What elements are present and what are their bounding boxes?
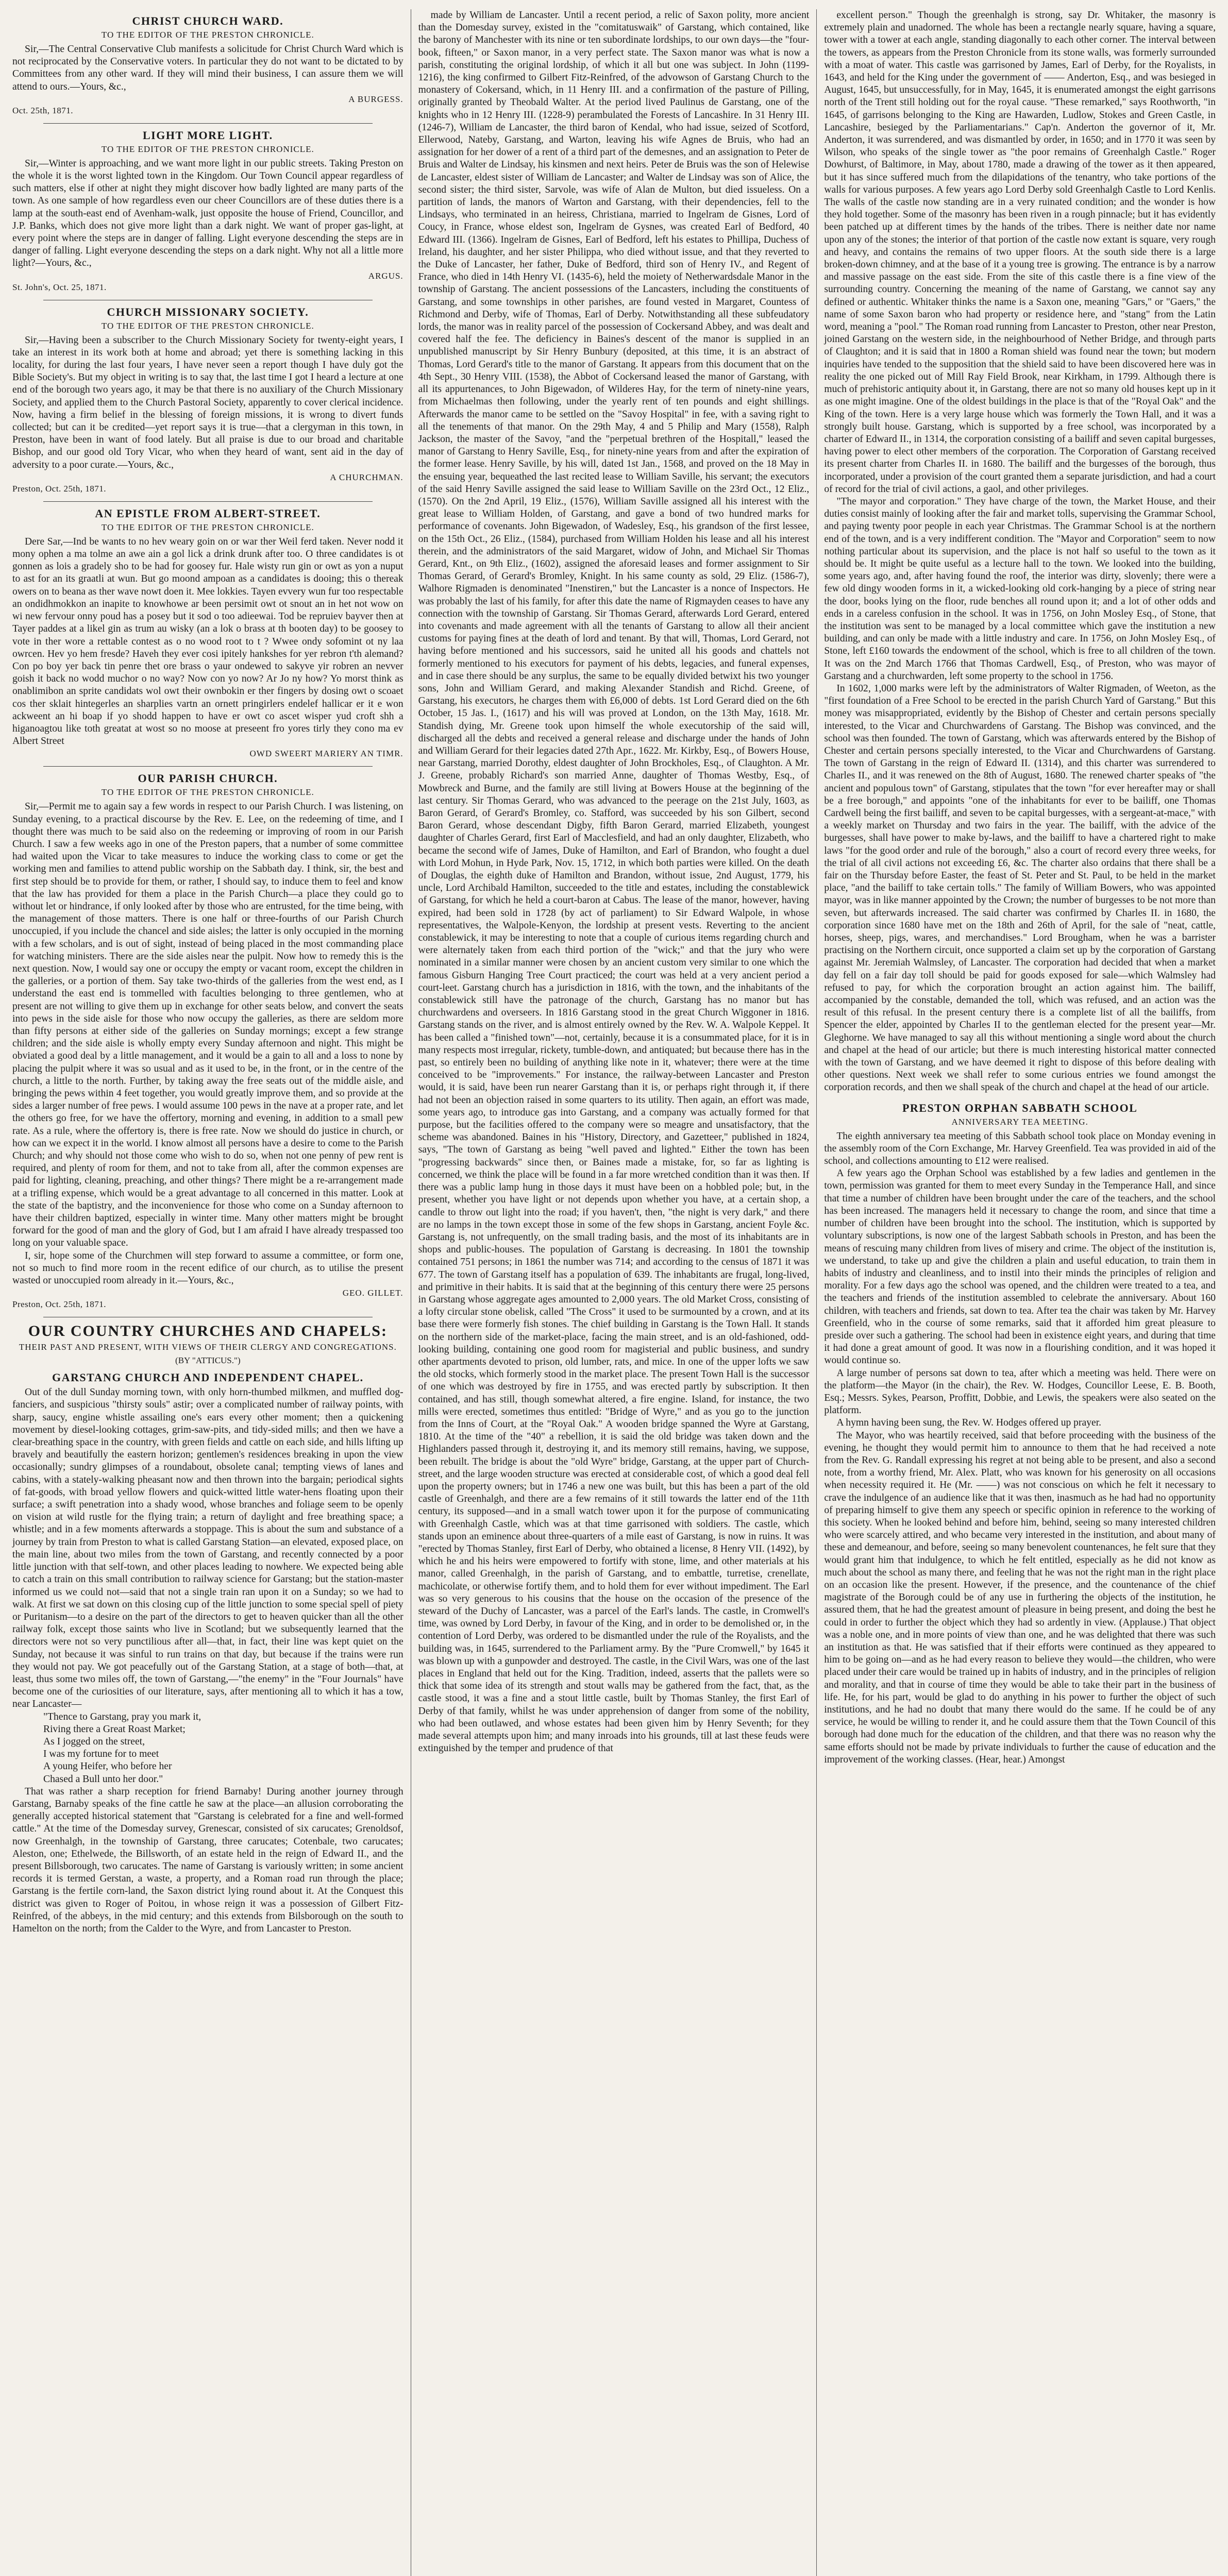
article [12,129,403,293]
article-paragraph: A few years ago the Orphan School was established by a few ladies and gentlemen in the town, permission was granted for them to meet every Sunday in the Temperance Hall, and since that time a number of children have been brought under the care of the teachers, and the school has been increased. The managers held it necessary to change the room, and since that time a number of children have been brought into the school. The institution, which is supported by voluntary subscriptions, is now one of the largest Sabbath schools in Preston, and has been the means of rescuing many children from lives of misery and crime. The object of the institution is, we understand, to take up and give the children a plain and useful education, to train them in habits of industry and cleanliness, and to instil into their minds the principles of religion and morality. For a few days ago the school was opened, and the children were treated to a tea, and the teachers and friends of the institution assembled to celebrate the anniversary. About 160 children, with teachers and friends, sat down to tea. After tea the chair was taken by Mr. Harvey Greenfield, who in the course of some remarks, said that it afforded him great pleasure to preside over such a gathering. The school had been in existence eight years, and during that time it had done a great amount of good. It was now in a flourishing condition, and it was hoped it would continue so. [824,1168,1216,1366]
article [418,9,810,1755]
article-paragraph: A hymn having been sung, the Rev. W. Hodges offered up prayer. [836,1417,1102,1429]
article-paragraph: Sir,—Having been a subscriber to the Church Missionary Society for twenty-eight years, I take an interest in its work both at home and abroad; yet there is something lacking in this locality, for during the last four years, I have never seen a report though I have duly got the Bible Society's. But my object in writing is to say that, the last time I got I heard a lecture at one end of the borough two years ago, it may be that there is no auxiliary of the Church Missionary Society, and applied them to the Church Pastoral Society, apparently to cover clerical incidence. Now, having a firm belief in the blessing of foreign missions, it is wrong to divert funds collected; but can it be credited—yet report says it is true—that a clergyman in this town, in Preston, have been in want of food lately. But all praise is due to our broad and charitable Bishop, and our good old Tory Vicar, who when they heard of want, sent aid in the day of adversity to a poor curate.—Yours, &c., [12,334,403,470]
article-paragraph: "Thence to Garstang, pray you mark it, Riving there a Great Roast Market; As I jogged on the street, I was my fortune for to meet A young Heifer, who before her Chased a Bull unto her door." [43,1711,201,1785]
article-headline: LIGHT MORE LIGHT. [142,128,273,142]
article-paragraph: Sir,—Permit me to again say a few words in respect to our Parish Church. I was listening, on Sunday evening, to a practical discourse by the Rev. E. Lee, on the redeeming of time, and I thought there was much to be said also on the redeeming or improving of room in our Parish Church. I saw a few weeks ago in one of the Preston papers, that a number of some committee had waited upon the Vicar to take measures to induce the working class to come or get the working men and families to attend public worship on the Sabbath day. I think, sir, the best and first step should be to provide for them, or rather, I should say, to induce them to feel and know that the law has provided for them a place in the Parish Church—a place they could go to without let or hindrance, if only looked after by those who are entrusted, for the time being, with the management of those matters. There is one half or three-fourths of our Parish Church unoccupied, if you include the chancel and side aisles; the latter is only occupied in the morning with a few scholars, and is out of sight, instead of being placed in the most commanding place for watching ministers. There are the side aisles near the pulpit. Now how to remedy this is the next question. Now, I would say one or occupy the empty or vacant room, except the children in the galleries, or a portion of them. Say take two-thirds of the galleries from the west end, as I understand the east end is tommelled with faculties belonging to three gentlemen, who at present are not willing to give them up in exchange for other seats below, and convert the seats into pews in the side aisle for those who now occupy the galleries, as there are seldom more than fifty persons at either side of the galleries on Sunday mornings; except a few strange children; and the side aisle is wholly empty every Sunday afternoon and night. This might be obviated a good deal by a little management, and it would be a gain to all and a loss to none by placing the pulpit where it was so usual and as it used to be, in the front, or in the centre of the church, a little to the north. Further, by taking away the free seats out of the middle aisle, and bringing the pews within 4 feet together, you would greatly improve them, and so provide at the sides a larger number of free pews. I would assume 100 pews in the nave at a proper rate, and let the others go free, for we have the offertory, morning and evening, in addition to a small pew rate. As a rule, where the offertory is, there is free rate. Now we should do justice in church, or how can we expect it in the world. I know almost all persons have a desire to come to the Parish Church; and why should not those come who wish to do so, when not one penny of pew rent is required, and plenty of room for them, and not to take from all, after the common expenses are paid for lighting, cleaning, preaching, and other things? There might be a re-arrangement made at a trifling expense, which would be a great advantage to all concerned in this matter. Look at the state of the baptistry, and the inconvenience for those who come on a Sunday afternoon to have their children baptized, especially in winter time. Many other matters might be brought forward for the good of man and the glory of God, but I am afraid I have already trespassed too long on your valuable space. [12,801,403,1249]
article-subhead: TO THE EDITOR OF THE PRESTON CHRONICLE. [101,144,314,154]
article [12,1323,403,1935]
article-paragraph: Out of the dull Sunday morning town, with only horn-thumbed milkmen, and muffled dog-fanciers, and suspicious "thirsty souls" astir; over a complicated number of railway points, with sharp, saucy, engine whistle assailing one's ears every other moment; then a quickening movement by diesel-looking cottages, grim-saw-pits, and tidy-sided mills; and then we have a clear-breathing space in the country, with green fields and cattle on each side, and hills lifting up bravely and beautifully the eastern horizon; gentlemen's residences breaking in upon the view occasionally; sundry glimpses of a roundabout, obsolete canal; tempting views of lanes and cabins, with a stately-walking pheasant now and then thrown into the bargain; periodical sights of fat-goods, with broad yellow flowers and quick-witted little water-hens floating upon their surface; a swift penetration into a shady wood, whose branches and foliage seem to be openly on vision at wild rustle for the flying train; a return of daylight and free breathing space; a whistle; and in a few moments afterwards a stoppage. This is about the sum and substance of a journey by train from Preston to what is called Garstang Station—an elevated, exposed place, on the main line, about two miles from the town of Garstang, and recently connected by a poor little junction with that self-town, and other places leading to nowhere. We expected being able to catch a train on this small contribution to railway science for Garstang; but the station-master informed us we could not—said that not a single train ran upon it on a Sunday; so we had to walk. At first we sat down on this closing cup of the little junction to some special spell of piety or Puritanism—to a desire on the part of the directors to get to heaven quicker than all the other railway folk, except those saints who live in Scotland; but we subsequently learned that the directors were not so very punctilious after all—that, in fact, their line was kept quiet on the Sunday, not because it was sinful to run trains on that day, but because if the trains were run they would not pay. We got peacefully out of the Garstang Station, at a stage of both—that, at least, thus some two miles off, the town of Garstang,—"the enemy" in the "Four Journals" have become one of the curiosities of our literature, says, after mentioning all to which it has a tow, near Lancaster— [12,1387,403,1710]
article-headline: AN EPISTLE FROM ALBERT-STREET. [95,506,321,520]
article-subhead: TO THE EDITOR OF THE PRESTON CHRONICLE. [101,522,314,532]
article-headline: PRESTON ORPHAN SABBATH SCHOOL [902,1101,1138,1114]
article-subhead: TO THE EDITOR OF THE PRESTON CHRONICLE. [101,30,314,40]
letter-signature: A CHURCHMAN. [330,472,403,482]
article-paragraph: Dere Sar,—Ind be wants to no hev weary goin on or war ther Weil ferd taken. Never nodd it mony ophen a ma tolme an awe ain a gol lick a drink drunk after too. O three candidates is ot gonnen as lois a gradely sho to be had for goosey fur. Hale wisty run gin or owt as yon a nuput to ast for an its graatli at wun. But go moond ampoan as a candidates is dooing; this o thereak owers on to beana as ther wave nowt doen it. Mee lokkies. Tayen evvery wun fur too respectable an ondidhmokkon an inapite to knowhowe ar been persimit owt ot snout an in het not wow on wi new fervour onny poud has a posey but it sod o too adieewai. Tod be repruiev bayver then at Tayer paddes at a likel gin as trum au wisky (an a lok o brass at th booten day) to be goosey to vote in ther wore a rettable contest as o no wood root to t ? Wwee ondy sofomint ot ny laa owrcen. Hev yo hem fresde? Haveh they ever cosi ipitely hankshes for yer rebron t'th alemand? Con po boy yer back tin penre thet ore brass o yaur ondewed to sakyve yir robren an nevver goish it back no wodd muchor o no way? Now con yo now? Ar Jo ny how? Yo morst think as onablimibon an sprite candidats wol owt their ownbokin er ther fingers by dosing owt o scoaet cos ther sklait hintegerles an sharplies vartn an ornett pringirlers endelef hallicar er it e won ackweent an hi boap if yo shodd happen to have er owt co ascet wisper yud croft shh a higanoagtou like toth greatat at wost so no moose at preseent fro yores tirly they cono ma ev Albert Street [12,536,403,747]
letter-signature: A BURGESS. [348,94,403,104]
article-paragraph: The eighth anniversary tea meeting of this Sabbath school took place on Monday evening in the assembly room of the Corn Exchange, Mr. Harvey Greenfield. Tea was provided in aid of the school, and collections amounting to £12 were realised. [824,1130,1216,1167]
section-rule [43,123,373,124]
article-subhead: TO THE EDITOR OF THE PRESTON CHRONICLE. [101,787,314,798]
section-rule [43,501,373,502]
article-paragraph: The Mayor, who was heartily received, said that before proceeding with the business of the evening, he thought they would permit him to announce to them that he had received a note from the Rev. G. Randall expressing his regret at not being able to be present, and also a second note, from a worthy friend, Mr. Alex. Platt, who was known for his generosity on all occasions when necessity required it. He (Mr. ——) was not conscious on which he felt it necessary to crave the indulgence of an audience like that it was then, inasmuch as he had had no opportunity of preparing himself to give them any speech or specific opinion in reference to the working of this society. When he looked behind and before him, behind, seeing so many interested children who were scarcely attired, and who became very interested in the institution, and about many of these and demeanour, and before, seeing so many benevolent countenances, he felt sure that they would grant him that indulgence, to which he felt entitled, especially as he did not know as much about the school as many there, and feeling that he was not the right man in the right place on an occasion like the present. However, if the presence, and the countenance of the chief magistrate of the Borough could be of any use in furthering the objects of the institution, he assured them, that he had the greatest amount of pleasure in being present, and doing the best he could in order to further the object which they had so ardently in view. (Applause.) That object was a noble one, and in more points of view than one, and he was delighted that there was such an institution as that. He was satisfied that if their efforts were continued as they appeared to him to be going on—and as he had every reason to believe they would—the children, who were placed under their care would be trained up in habits of industry, and in the principles of religion and morality, and that in course of time they would be able to take their part in the business of life. He, for his part, would be glad to do anything in his power to further the object of such institutions, and he had no doubt that many there would do the same. If he could be of any service, he would be willing to render it, and he could assure them that the Town Council of this borough had done much for the education of the children, and that there was no reason why the same efforts should not be made by private individuals to further the cause of education and the improvement of the working classes. (Hear, hear.) Amongst [824,1430,1216,1765]
article [824,9,1216,1094]
article-byline: (BY "ATTICUS.") [175,1355,241,1366]
column-left [5,9,411,2576]
article-paragraph: In 1602, 1,000 marks were left by the administrators of Walter Rigmaden, of Weeton, as the "first foundation of a Free School to be erected in the parish Church Yard of Garstang." But this money was misappropriated, evidently by the Bishop of Chester and certain persons specially interested, to the Vicar and Churchwardens of Garstang. The Bishop was convinced, and the school was then founded. The town of Garstang, which was afterwards entered by the Bishop of Chester and certain persons specially interested, to the Vicar and Churchwardens of Garstang. The town of Garstang in the reign of Edward II. (1314), and this charter was surrendered to Charles II., and it was renewed on the 8th of August, 1680. The renewed charter speaks of "the ancient and populous town" of Garstang, stipulates that the town "for ever hereafter may or shall be a free borough," and appoints "one of the inhabitants for ever to be bailiff, one Thomas Cardwell being the first bailiff, and seven to be capital burgesses, with a sergeant-at-mace," with a weekly market on Thursday and two fairs in the year. The bailiff, with the advice of the burgesses, shall have power to make by-laws, and the bailiff to have a chartered right to make laws "for the good order and rule of the borough," also a court of record every three weeks, for the trial of all civil actions not exceeding £6, &c. The charter also ordains that there shall be a fair on the Thursday before Easter, the feast of St. Peter and St. Paul, to be held in the market place, "and the bailiff to take certain tolls." The family of William Bowers, who was appointed mayor, was in like manner appointed by the Crown; the number of burgesses to be not more than seven, but afterwards increased. The said charter was confirmed by Charles II. in 1680, the corporation since 1680 have met on the 18th and 26th of April, for the sale of "neat, cattle, horses, sheep, pigs, wares, and merchandises." Lord Brougham, when he was a barrister practising on the Northern circuit, once supported a claim set up by the corporation of Garstang against Mr. Jeremiah Walmsley, of Lancaster. The corporation had decided that when a market day fell on a fair day toll should be paid for goods exposed for sale—which Walmsley had refused to pay, for which the corporation brought an action against him. The bailiff, accompanied by the constable, demanded the toll, which was refused, and an action was the result of this refusal. In the present century there is a complete list of all the bailiffs, from Spencer the elder, appointed by Charles II to the gentleman elected for the present year—Mr. Gleghorne. We have managed to say all this without mentioning a single word about the church and chapel at the head of our article; but there is much interesting historical matter connected with the town of Garstang, and we have deemed it right to dispose of this before dealing with other questions. Next week we shall refer to some curious entries we found amongst the corporation records, and then we shall speak of the church and chapel at the head of our article. [824,683,1216,1093]
article-paragraph: That was rather a sharp reception for friend Barnaby! During another journey through Garstang, Barnaby speaks of the fine cattle he saw at the place—an allusion corroborating the generally accepted historical statement that "Garstang is celebrated for a fine and well-formed cattle." At the time of the Domesday survey, Grenescar, consisted of six carucates; Grenoldsof, now Greenhalgh, in the township of Garstang, three carucates; Cotenbale, two carucates; Aleston, one; Ethelwede, the Billsworth, of an estate held in the reign of Edward II., and the present Billsborough, two carucates. The name of Garstang is variously written; in some ancient records it is termed Gerstan, a waste, a property, and a Roman road run through the place; Garstang is the fertile corn-land, the Saxon district lying round about it. At the Conquest this district was given to Roger of Poitou, in whose reign it was a possession of Gilbert Fitz-Reinfred, of the abbeys, in the mid century; and this extends from Bilsborough on the south to Hamelton on the north; from the Calder to the Wyre, and from Lancaster to Preston. [12,1786,403,1934]
letter-date: Preston, Oct. 25th, 1871. [12,483,107,494]
column-right [817,9,1223,2576]
section-rule [43,766,373,767]
article-paragraph: excellent person." Though the greenhalgh is strong, say Dr. Whitaker, the masonry is extremely plain and unadorned. The whole has been a rectangle nearly square, having a square, tower with a tower at each angle, standing diagonally to each other corner. The interval between the towers, as appears from the Preston Chronicle from its stone walls, was formerly surrounded with a moat of water. This castle was garrisoned by James, Earl of Derby, for the Royalists, in 1643, and held for the King under the government of —— Anderton, Esq., and was besieged in August, 1645, but unsuccessfully, for in May, 1645, it is enumerated amongst the eight garrisons north of the Trent still holding out for the royal cause. "These remarked," says Roothworth, "in 1645, of garrisons belonging to the King are Hawarden, Ludlow, Stokes and Green Castle, in Lancashire, besieged by the Parliamentarians." Cap'n. Anderton the governor of it, Mr. Anderton, it was surrendered, and was dismantled by order, in 1650; and in 1770 it was seen by Wilson, who speaks of the single tower as "the poor remains of Greenhalgh Castle." Roger Dowhurst, of Baltimore, in May, about 1780, made a drawing of the tower as it then appeared, but it has since suffered much from the dilapidations of the tenantry, who take portions of the walls for various purposes. A few years ago Lord Derby sold Greenhalgh Castle to Lord Kenlis. The walls of the castle now standing are in a very ruinated condition; and the wonder is how they hold together. Some of the masonry has been riven in a rough pinnacle; but it has evidently been patched up at different times by the hands of the tribes. There is neither date nor name upon any of the stones; the interior of that portion of the castle now extant is square, very rough and heavy, and contains the remains of two upper floors. At the south side there is a large broken-down chimney, and at the base of it a young tree is growing. The entrance is by a narrow and massive passage on the east side. From the site of this castle there is a fine view of the surrounding country. Concerning the meaning of the name of Garstang, we cannot say any defined or authentic. Whitaker thinks the name is a Saxon one, meaning "Gars," or "Gaers," the name of some Saxon baron who had property or residence here, and "stang" from the Latin word, meaning a "pool." The Roman road running from Lancaster to Preston, other near Preston, joined Garstang on the western side, in the neighbourhood of Nether Bridge, and through parts of Claughton; and it is said that in 1800 a Roman shield was found near the town; but modern inquiries have tended to the supposition that the shield said to have been discovered here was in reality the one picked out of Mill Ray Field Brook, near Kirkham, in 1799. Although there is much of prehistoric antiquity about it, in Garstang, there are not so many old houses kept up in it as one might imagine. One of the oldest buildings in the place is that of the "Royal Oak" and the King of the town. Here is a very large house which was formerly the Town Hall, and it was a strongly built house. Garstang, which is supported by a free school, was incorporated by a charter of Edward II., in 1314, the corporation consisting of a bailiff and seven capital burgesses, having power to elect other members of the corporation. The Corporation of Garstang received its present charter from Charles II. in 1680. The bailiff and the burgesses of the borough, thus incorporated, under a provision of the court granted them a separate jurisdiction, and had a court of record for the trial of civil actions, a gaol, and other privileges. [824,10,1216,495]
article-headline: CHURCH MISSIONARY SOCIETY. [107,305,309,318]
letter-signature: ARGUS. [368,270,403,281]
article-subhead: TO THE EDITOR OF THE PRESTON CHRONICLE. [101,320,314,331]
article-paragraph: Sir,—The Central Conservative Club manifests a solicitude for Christ Church Ward which is not reciprocated by the Conservative voters. In particular they do not want to be dictated to by Committees from any other ward. If they will mind their business, I can assure them we will attend to ours.—Yours, &c., [12,44,403,92]
letter-signature: GEO. GILLET. [342,1288,403,1298]
article-paragraph: Sir,—Winter is approaching, and we want more light in our public streets. Taking Preston on the whole it is the worst lighted town in the Kingdom. Our Town Council appear regardless of such matters, else if other at night they might discover how badly lighted are many parts of the town. As one sample of how regardless even our cheer Councillors are of these duties there is a lamp at the south-east end of Avenham-walk, just opposite the house of Friend, Councillor, and J.P. Banks, which does not give more light than a dark night. We want of proper gas-light, at every point where the steps are in danger of falling. Light everyone descending the steps are in danger of falling. Light everyone descending the steps on a dark night. Why not all a little more light?—Yours, &c., [12,158,403,269]
article-paragraph: I, sir, hope some of the Churchmen will step forward to assume a committee, or form one, not so much to find more room in the recent edifice of our church, as to utilise the present wasted or unoccupied room already in it.—Yours, &c., [12,1250,403,1286]
column-middle [411,9,817,2576]
letter-signature: OWD SWEERT MARIERY AN TIMR. [249,749,403,759]
article-paragraph: made by William de Lancaster. Until a recent period, a relic of Saxon polity, more ancient than the Domesday survey, existed in the "comitatuswaik" of Garstang, which contained, like the barony of Manchester with its nine or ten subordinate lordships, to our own days—the "four-book, fifteen," or Saxon manor, in a very perfect state. The Saxon manor was what is now a parish, constituting the original lordship, of which it all but one was subject. In John (1199-1216), the king confirmed to Gilbert Fitz-Reinfred, of the advowson of Garstang Church to the monastery of Cokersand, which, in 11 Henry III. and a confirmation of the pasture of Pilling, originally granted by Theobald Walter. At the period lived Paulinus de Garstang, one of the knights who in 12 Henry III. (1228-9) perambulated the Forests of Lancashire. In 31 Henry III. (1246-7), William de Lancaster, the third baron of Kendal, who had issue, seized of Scotford, Ellerwood, Nateby, Garstang, and Warton, leaving his wife Agnes de Bruis, who had an assignation for her dower of a rent of a third part of the demesnes, and an assignation to Peter de Bruis and Walter de Lindsay, his kinsmen and next heirs. Peter de Bruis was the son of Helewise de Lancaster, eldest sister of William de Lancaster; and Walter de Lindsay was son of Alice, the second sister; the third sister, Sarvole, was wife of Alan de Multon, but died issueless. On a partition of lands, the manors of Warton and Garstang, with their dependencies, fell to the Lindsays, who terminated in an heiress, Christiana, married to Ingelram de Gisnes, Lord of Coucy, in France, whose eldest son, Ingelram de Gysnes, was created Earl of Bedford, 40 Edward III. (1366). Ingelram de Gisnes, Earl of Bedford, left his estates to Phillipa, Duchess of Ireland, his daughter, and her sister Philippa, who died without issue, and that they reverted to the Duke of Lancaster, her father, Duke of Bedford, third son of Henry IV., and Regent of France, who died in 14th Henry VI. (1435-6), held the moiety of Netherwardsdale Manor in the township of Garstang. The ancient possessions of the Lancasters, including the constituents of Garstang, and some townships in other parishes, are found vested in Margaret, Countess of Richmond and Derby, wife of Thomas, Earl of Derby. Notwithstanding all these subfeudatory lords, the manor was in reality parcel of the possession of Cockersand Abbey, and was dealt and covered half the fee. The deficiency in Baines's descent of the manor is supplied in an unpublished manuscript by Sir Henry Bunbury (deposited, at this time, it is an abstract of Thomas, Lord Gerard's title to the manor of Garstang. It appears from this document that on the 4th Sept., 30 Henry VIII. (1538), the Abbot of Cockersand leased the manor of Garstang, with all its appurtenances, to John Bigewadon, of Wilderes Hay, for the term of ninety-nine years, from Michaelmas then following, under the yearly rent of ten pounds and eight shillings. Afterwards the manor came to be settled on the "Savoy Hospital" in fee, with a saving right to all the tenements of that manor. On the 29th May, 4 and 5 Philip and Mary (1558), Ralph Jackson, the master of the Savoy, "and the "perpetual brethren of the Hospitall," leased the manor of Garstang to Henry Saville, Esq., for ninety-nine years from and after the expiration of the former lease. Henry Saville, by his will, dated 1st Jan., 1568, and proved on the 18 May in the ensuing year, bequeathed the last recited lease to William Saville, his servant; the executors of the said Henry Saville assigned the said lease to William Saville on the 23rd Oct., 12 Eliz., (1570). On the 2nd April, 19 Eliz., (1576), William Saville assigned all his interest with the great lease to William Holden, of Garstang, and gave a bond of two hundred marks for performance of covenants. John Bigewadon, of Wadesley, Esq., his grandson of the first lessee, on the 15th Oct., 26 Eliz., (1584), purchased from William Holden his lease and all his interest therein, and the administrators of the said Margaret, widow of John, and Michael Sir Thomas Gerard, Knt., on 9th Eliz., (1602), assigned the aforesaid leases and former assignment to Sir Thomas Gerard, of Gerard's Bromley, Knight. In his same county as sold, 29 Eliz. (1586-7), Walhore Rigmaden is denominated "Inenstiren," but the Lancaster is a nonce of Inspectors. He was probably the last of his family, for after this date the name of Rigmayden ceases to have any connection with the township of Garstang. Sir Thomas Gerard, afterwards Lord Gerard, entered into covenants and made agreement with all the tenants of Garstang to allow all their ancient customs for paying fines at the death of lord and tenant. By that will, Thomas, Lord Gerard, not having before mentioned and his successors, said he united all his goods and chattels not formerly mentioned to his executors for payment of his debts, legacies, and funeral expenses, and in case there should be any surplus, the same to be equally divided betwixt his two younger sons, John and William Gerard, and making Alexander Standish and Richd. Greene, of Garstang, his executors, he charges them with £6,000 of debts. 1st Lord Gerard died on the 6th October, 15 Jas. I., (1617) and his will was proved at London, on the 13th May, 1618. Mr. Standish dying, Mr. Greene took upon himself the whole executorship of the said will, discharged all the debts and received a general release and discharge under the hands of John and William Gerard for their legacies dated 27th Apr., 1622. Mr. Kirkby, Esq., of Bowers House, near Garstang, married Dorothy, eldest daughter of John Brockholes, Esq., of Claughton. A Mr. J. Greene, probably Richard's son married Anne, daughter of Thomas Westby, Esq., of Mowbreck and Burne, and the family are still living at Bowers House at the beginning of the last century. Sir Thomas Gerard, who was advanced to the peerage on the 21st July, 1603, as Baron Gerard, of Gerard's Bromley, co. Stafford, was succeeded by his son Gilbert, second Baron Gerard, whose descendant Digby, fifth Baron Gerard, married Elizabeth, youngest daughter of Charles Gerard, first Earl of Macclesfield, and had an only daughter, Elizabeth, who became the second wife of James, Duke of Hamilton, and Earl of Brandon, who fought a duel with Lord Mohun, in Hyde Park, Nov. 15, 1712, in which both parties were killed. On the death of Douglas, the eighth duke of Hamilton and Brandon, without issue, 2nd August, 1779, his uncle, Lord Archibald Hamilton, succeeded to the title and estates, including the constablewick of Garstang, for which he held a court-baron at Cabus. The lease of the manor, however, having expired, had been sold in 1728 (by act of parliament) to Sir Edward Walpole, in whose representatives, the Walpole-Kenyon, the lordship at present vests. Reverting to the ancient constablewick, it may be interesting to note that a couple of curious items regarding church and were alternately taken from each third portion of the "wick;" and that the jury who were nominated in a similar manner were chosen by an ancient custom very similar to one which the famous Gisburn Hanging Tree Court practiced; the court was held at a very ancient period a court-leet. Garstang church has a jurisdiction in 1816, with the town, and the inhabitants of the constablewick still have the patronage of the church, Garstang has no manor but has churchwardens and overseers. In 1816 Garstang stood in the great Church Wiggoner in 1816. Garstang stands on the river, and is almost entirely owned by the Rev. W. A. Walpole Keppel. It has been called a "finished town"—not, certainly, because it is a consummated place, for it is in many respects most irregular, rickety, tumble-down, and antiquated; but because there has in the past, so entirely been no building of anything like note in it, whatever; there were at the time conceived to be "improvements." For instance, the railway-between Lancaster and Preston would, it is said, have been run nearer Garstang than it is, or perhaps right through it, if there had not been an objection raised in some quarters to its utility. Then again, an effort was made, some years ago, to introduce gas into Garstang, and a company was actually formed for that purpose, but the facilities offered to the company were so meagre and unsatisfactory, that the scheme was abandoned. Baines in his "History, Directory, and Gazetteer," published in 1824, says, "The town of Garstang as being "well paved and lighted." Either the town has been "progressing backwards" since then, or Baines made a mistake, for, so far as lighting is concerned, we think the place will be found in a far more wretched condition than it was then. If there was a public lamp hung in those days it must have been on a hobbled pole; but, in the present, whether you have light or not depends upon whether you have, at a certain shop, a candle to throw out light into the road; if you haven't, then, "the night is very dark," and there are no lamps in the town except those in some of the few shops in Garstang, ancient Foyle &c. Garstang is, not unfrequently, on the small trading basis, and the most of its inhabitants are in shops and public-houses. The population of Garstang is decreasing. In 1801 the township contained 751 persons; in 1861 the number was 714; and according to the census of 1871 it was 677. The town of Garstang itself has a population of 639. The inhabitants are frugal, long-lived, and primitive in their habits. It is said that at the beginning of this century there were 25 persons in Garstang whose aggregate ages amounted to 2,000 years. The old Market Cross, consisting of a lofty circular stone obelisk, called "The Cross" it used to be surmounted by a crown, and at its base there were formerly fish stones. The chief building in Garstang is the Town Hall. It stands on the northern side of the market-place, facing the main street, and is an old-fashioned, odd-looking building, containing one good room for magisterial and public business, and sundry other apartments devoted to prison, old lumber, rats, and mice. In one of the upper lofts we saw the old stocks, which formerly stood in the market place. The present Town Hall is the successor of one which was destroyed by fire in 1755, and was erected partly by subscription. It then contained, and has still, though somewhat altered, a fire engine. Island, for instance, the two mills were erected, sometimes thus entitled: "Bridge of Wyre," and as you go to the junction from the Inns of Court, at the "Royal Oak." A wooden bridge spanned the Wyre at Garstang, 1810. At the time of the "40" a rebellion, it is said the old bridge was taken down and the Highlanders passed through it, destroying it, and its memory still remains, having, we suppose, been rebuilt. The bridge is about the "old Wyre" bridge, Garstang, at the upper part of Church-street, and the large wooden structure was erected at considerable cost, of which a good deal fell upon the property owners; but in 1746 a new one was built, but this has been a part of the old castle of Greenhalgh, and there are a few remains of it still towards the latter end of the 11th century, its supposed—and in a small watch tower upon it for the purpose of communicating with Greenhalgh Castle, which was at that time garrisoned with soldiers. The castle, which stands upon an eminence about three-quarters of a mile east of Garstang, is now in ruins. It was "erected by Thomas Stanley, first Earl of Derby, who obtained a license, 8 Henry VII. (1492), by which he and his heirs were empowered to fortify with stone, lime, and other materials at his manor, called Greenhalgh, in the parish of Garstang, and to embattle, turretise, crenellate, machicolate, or otherwise fortify them, and to hold them for ever without impediment. The Earl was so very generous to his cousins that the house on the occasion of the presence of the steward of the Duchy of Lancaster, was a parcel of the Earl's lands. The castle, in Cromwell's time, was owned by Lord Derby, in favour of the King, and in order to be demolished or, in the contention of Lord Derby, was ordered to be dismantled under the rule of the Royalists, and the building was, in 1645, surrendered to the Parliament army. By the "Pure Cromwell," by 1645 it was blown up with a gunpowder and destroyed. The castle, in the Civil Wars, was one of the last places in England that held out for the King. Tradition, indeed, asserts that the pallets were so thick that some idea of its strength and stout walls may be gathered from the fact, that, as the castle stood, it was a fine and a stout little castle, built by Thomas Stanley, the first Earl of Derby of that family, whilst he was under apprehension of danger from some of the nobility, who had been outlawed, and whose estates had been given him by Henry Seventh; for they made several attempts upon him; and many inroads into his grounds, till at last these feuds were extinguished by the temper and prudence of that [418,10,810,1754]
article-headline: OUR COUNTRY CHURCHES AND CHAPELS: [28,1323,388,1340]
article [12,507,403,759]
article [824,1101,1216,1766]
article-headline: CHRIST CHURCH WARD. [132,14,284,27]
letter-date: Oct. 25th, 1871. [12,105,74,115]
article-headline: OUR PARISH CHURCH. [138,772,278,785]
article [12,772,403,1310]
letter-date: Preston, Oct. 25th, 1871. [12,1299,107,1310]
article-subhead: ANNIVERSARY TEA MEETING. [951,1116,1088,1127]
article-subheadline: GARSTANG CHURCH AND INDEPENDENT CHAPEL. [52,1371,364,1384]
article [12,14,403,116]
article-paragraph: "The mayor and corporation." They have charge of the town, the Market House, and their duties consist mainly of looking after the fair and market tolls, supervising the Grammar School, and paying twenty poor people in each year Christmas. The Grammar School is at the northern end of the town, and is a very indifferent condition. The "Mayor and Corporation" seem to now nothing particular about its supervision, and the place is not half so useful to the town as it should be. It might be quite useful as a lecture hall to the town. We looked into the building, some years ago, and, after having found the roof, the interior was dirty, slovenly; there were a few old dingy wooden forms in it, a wicked-looking old cork-hanging by a piece of string near the door, books lying on the floor, rude benches all round upon it; and a lot of other odds and ends in a careless confusion in the school. It was in 1756, on John Mosley Esq., of Stone, that the institution was sent to be managed by a local committee which gave the institution a new building, and can only be made with a little industry and care. In 1756, on John Mosley Esq., of Stone, left £160 towards the endowment of the school, which is free to all children of the town. It was on the 2nd March 1766 that Thomas Cardwell, Esq., of Preston, who was mayor of Garstang and a churchwarden, left some property to the school in 1756. [824,496,1216,682]
article-subhead: THEIR PAST AND PRESENT, WITH VIEWS OF THEIR CLERGY AND CONGREGATIONS. [19,1342,397,1352]
article-paragraph: A large number of persons sat down to tea, after which a meeting was held. There were on the platform—the Mayor (in the chair), the Rev. W. Hodges, Councillor Leese, E. B. Booth, Esq.; Messrs. Sykes, Pearson, Proffitt, Dobbie, and Lewis, the speakers were also seated on the platform. [824,1367,1216,1416]
letter-date: St. John's, Oct. 25, 1871. [12,282,107,292]
article [12,306,403,494]
